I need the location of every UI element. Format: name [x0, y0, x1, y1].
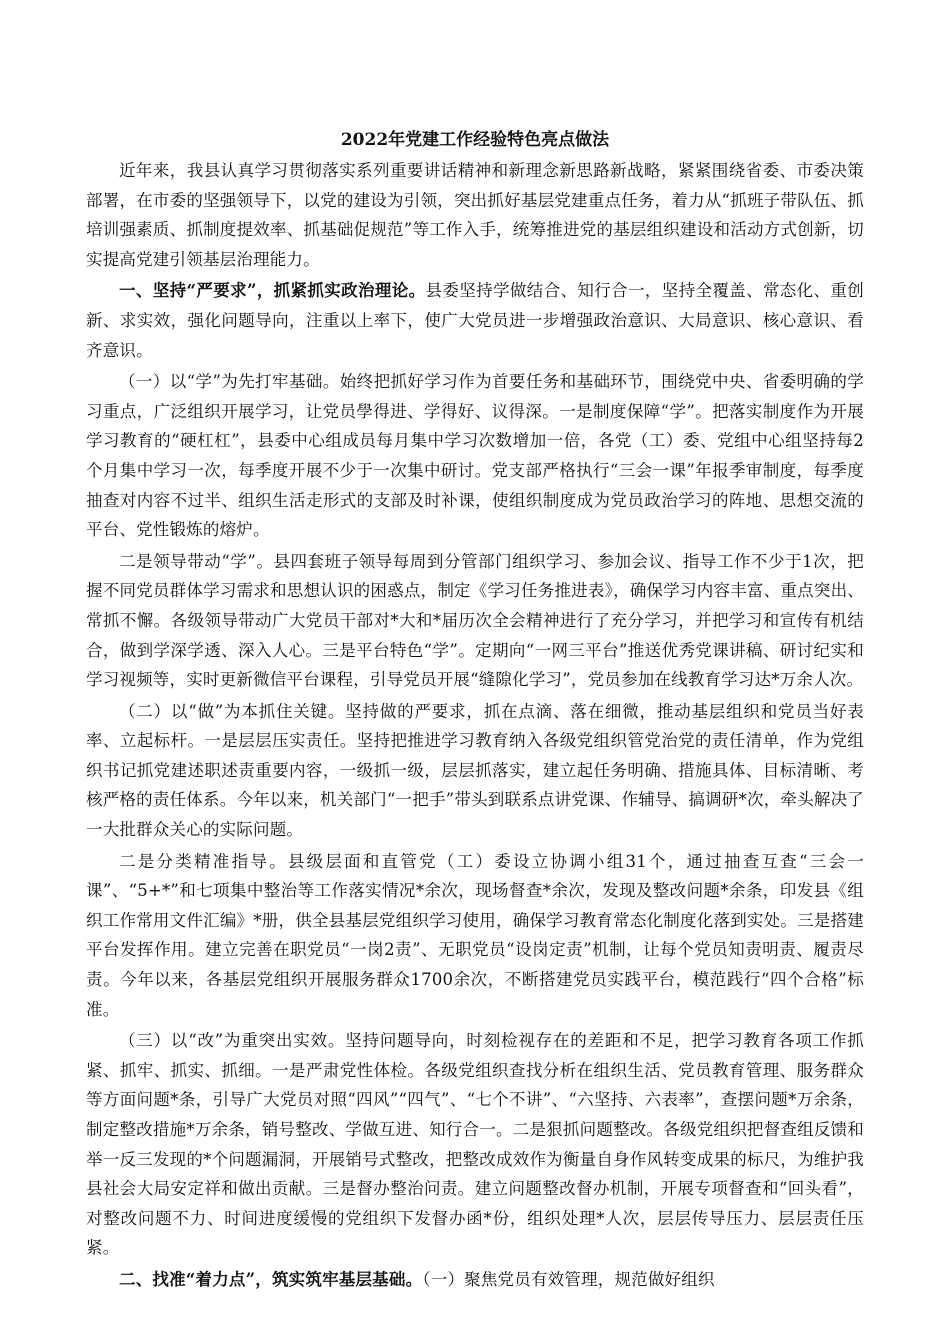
paragraph-subsection-3: [86, 1026, 864, 1263]
paragraph-subsection-2: [86, 697, 864, 845]
paragraph-text: 县委坚持学做结合、知行合一，坚持全覆盖、常态化、重创新、求实效，强化问题导向，注重以上率下，使广大党员进一步增强政治意识、大局意识、核心意识、看齐意识。: [86, 281, 864, 360]
paragraph-section-2: [86, 1265, 864, 1295]
section-heading: 一、坚持“严要求”，抓紧抓实政治理论。: [119, 281, 426, 301]
paragraph-text: 二是领导带动“学”。县四套班子领导每周到分管部门组织学习、参加会议、指导工作不少于1次，把握不同党员群体学习需求和思想认识的困惑点，制定《学习任务推进表》，确保学习内容丰富、重点突出、常抓不懈。各级领导带动广大党员干部对*大和*届历次全会精神进行了充分学习，并把学习和宣传有机结合，做到学深学透、深入人心。三是平台特色“学”。定期向“一网三平台”推送优秀党课讲稿、研讨纪实和学习视频等，实时更新微信平台课程，引导党员开展“缝隙化学习”，党员参加在线教育学习达*万余人次。: [86, 551, 864, 690]
paragraph-section-1: [86, 276, 864, 365]
paragraph-text: （二）以“做”为本抓住关键。坚持做的严要求，抓在点滴、落在细微，推动基层组织和党员当好表率、立起标杆。一是层层压实责任。坚持把推进学习教育纳入各级党组织管党治党的责任清单，作为党组织书记抓党建述职述责重要内容，一级抓一级，层层抓落实，建立起任务明确、措施具体、目标清晰、考核严格的责任体系。今年以来，机关部门“一把手”带头到联系点讲党课、作辅导、搞调研*次，牵头解决了一大批群众关心的实际问题。: [86, 701, 864, 840]
document-body: [86, 126, 864, 1295]
paragraph-subsection-1: [86, 367, 864, 545]
paragraph-text: （一）以“学”为先打牢基础。始终把抓好学习作为首要任务和基础环节，围绕党中央、省委明确的学习重点，广泛组织开展学习，让党员學得进、学得好、议得深。一是制度保障“学”。把落实制度作为开展学习教育的“硬杠杠”，县委中心组成员每月集中学习次数增加一倍，各党（工）委、党组中心组坚持每2个月集中学习一次，每季度开展不少于一次集中研讨。党支部严格执行“三会一课”年报季审制度，每季度抽查对内容不过半、组织生活走形式的支部及时补课，使组织制度成为党员政治学习的阵地、思想交流的平台、党性锻炼的熔炉。: [86, 372, 864, 540]
document-title: 2022年党建工作经验特色亮点做法: [340, 130, 610, 150]
section-heading: 二、找准“着力点”，筑实筑牢基层基础。: [119, 1269, 423, 1289]
paragraph-text: （三）以“改”为重突出实效。坚持问题导向，时刻检视存在的差距和不足，把学习教育各项工作抓紧、抓牢、抓实、抓细。一是严肃党性体检。各级党组织查找分析在组织生活、党员教育管理、服务群众等方面问题*条，引导广大党员对照“四风”“四气”、“七个不讲”、“六坚持、六表率”，查摆问题*万余条，制定整改措施*万余条，销号整改、学做互进、知行合一。二是狠抓问题整改。各级党组织把督查组反馈和举一反三发现的*个问题漏洞，开展销号式整改，把整改成效作为衡量自身作风转变成果的标尺，为维护我县社会大局安定祥和做出贡献。三是督办整治问责。建立问题整改督办机制，开展专项督查和“回头看”，对整改问题不力、时间进度缓慢的党组织下发督办函*份，组织处理*人次，层层传导压力、层层责任压紧。: [86, 1031, 864, 1258]
paragraph-guidance: [86, 847, 864, 1025]
paragraph-leadership: [86, 547, 864, 695]
paragraph-intro: [86, 156, 864, 274]
paragraph-text: 二是分类精准指导。县级层面和直管党（工）委设立协调小组31个，通过抽查互查“三会一课”、“5+*”和七项集中整治等工作落实情况*余次，现场督查*余次，发现及整改问题*余条，印发县《组织工作常用文件汇编》*册，供全县基层党组织学习使用，确保学习教育常态化制度化落到实处。三是搭建平台发挥作用。建立完善在职党员“一岗2责”、无职党员“设岗定责”机制，让每个党员知责明责、履责尽责。今年以来，各基层党组织开展服务群众1700余次，不断搭建党员实践平台，模范践行“四个合格”标准。: [86, 851, 864, 1019]
paragraph-text: 近年来，我县认真学习贯彻落实系列重要讲话精神和新理念新思路新战略，紧紧围绕省委、市委决策部署，在市委的坚强领导下，以党的建设为引领，突出抓好基层党建重点任务，着力从“抓班子带队伍、抓培训强素质、抓制度提效率、抓基础促规范”等工作入手，统筹推进党的基层组织建设和活动方式创新，切实提高党建引领基层治理能力。: [86, 161, 864, 269]
paragraph-text: （一）聚焦党员有效管理，规范做好组织: [422, 1269, 715, 1289]
